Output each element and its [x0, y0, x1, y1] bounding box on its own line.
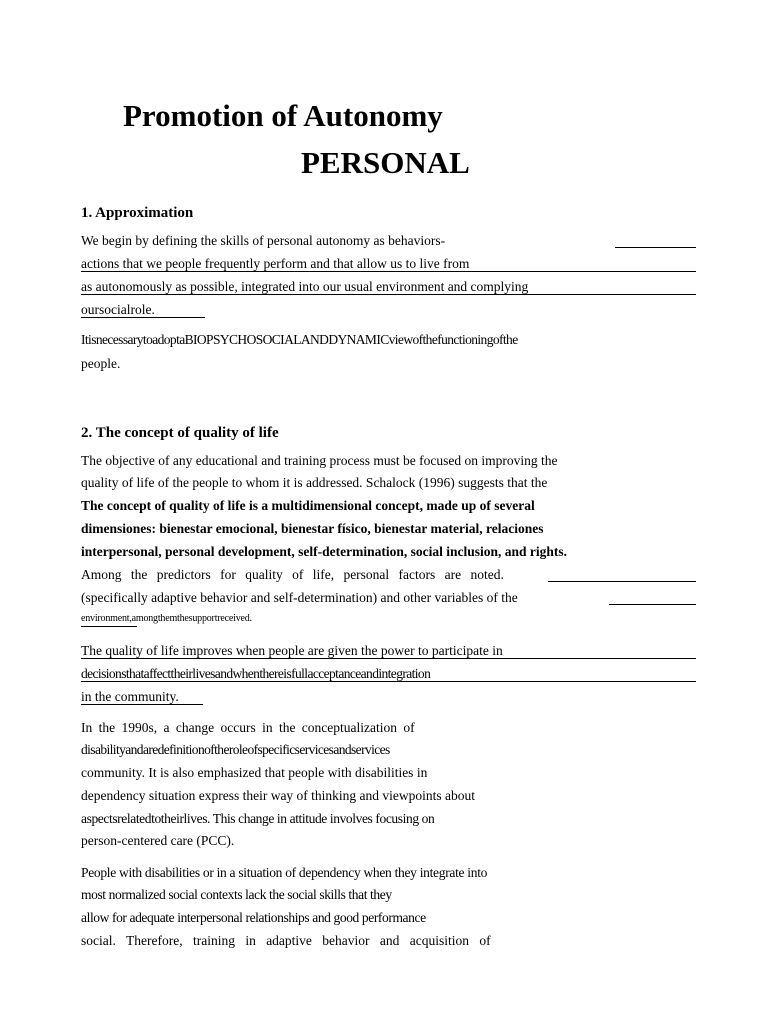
- paragraph-line: allow for adequate interpersonal relationships and good performance: [81, 910, 426, 925]
- paragraph-line: We begin by defining the skills of personal autonomy as behaviors-: [81, 233, 446, 248]
- paragraph-line: aspectsrelatedtotheirlives. This change in attitude involves focusing on: [81, 811, 435, 826]
- paragraph-line: (specifically adaptive behavior and self-determination) and other variables of the: [81, 590, 518, 605]
- section-heading-approximation: 1. Approximation: [81, 205, 194, 221]
- underline-rule: [548, 581, 696, 582]
- underline-rule: [81, 271, 696, 272]
- paragraph-line: disabilityandaredefinitionoftheroleofspecificservicesandservices: [81, 742, 390, 757]
- paragraph-line: Among the predictors for quality of life, personal factors are noted.: [81, 567, 504, 582]
- paragraph-line: actions that we people frequently perform and that allow us to live from: [81, 256, 470, 271]
- paragraph-line: ItisnecessarytoadoptaBIOPSYCHOSOCIALANDDYNAMICviewofthefunctioningofthe: [81, 332, 518, 347]
- section-heading-quality-of-life: 2. The concept of quality of life: [81, 425, 279, 441]
- paragraph-line: The objective of any educational and training process must be focused on improving the: [81, 453, 558, 468]
- underline-rule: [81, 704, 203, 705]
- bold-paragraph-line: interpersonal, personal development, self-determination, social inclusion, and rights.: [81, 544, 567, 559]
- paragraph-line: people.: [81, 356, 121, 371]
- paragraph-line: decisionsthataffecttheirlivesandwhenthereisfullacceptanceandintegration: [81, 666, 431, 681]
- paragraph-line: most normalized social contexts lack the social skills that they: [81, 887, 392, 902]
- paragraph-line: dependency situation express their way of thinking and viewpoints about: [81, 788, 476, 803]
- paragraph-line: community. It is also emphasized that people with disabilities in: [81, 765, 428, 780]
- paragraph-line: person-centered care (PCC).: [81, 833, 235, 848]
- bold-paragraph-line: The concept of quality of life is a multidimensional concept, made up of several: [81, 498, 535, 513]
- paragraph-line: quality of life of the people to whom it is addressed. Schalock (1996) suggests that the: [81, 475, 548, 490]
- underline-rule: [81, 658, 696, 659]
- underline-rule: [81, 626, 137, 627]
- paragraph-line: as autonomously as possible, integrated into our usual environment and complying: [81, 279, 529, 294]
- paragraph-line: oursocialrole.: [81, 302, 155, 317]
- paragraph-line: in the community.: [81, 689, 179, 704]
- document-title: Promotion of Autonomy: [123, 98, 443, 133]
- underline-rule: [609, 604, 696, 605]
- underline-rule: [81, 317, 205, 318]
- paragraph-line: social. Therefore, training in adaptive behavior and acquisition of: [81, 933, 491, 948]
- underline-rule: [615, 247, 696, 248]
- underline-rule: [81, 681, 696, 682]
- paragraph-line: environment,amongthemthesupportreceived.: [81, 613, 252, 624]
- underline-rule: [81, 294, 696, 295]
- paragraph-line: People with disabilities or in a situation of dependency when they integrate into: [81, 865, 488, 880]
- document-subtitle: PERSONAL: [301, 145, 470, 180]
- paragraph-line: In the 1990s, a change occurs in the conceptualization of: [81, 720, 415, 735]
- bold-paragraph-line: dimensiones: bienestar emocional, bienestar físico, bienestar material, relaciones: [81, 521, 544, 536]
- paragraph-line: The quality of life improves when people are given the power to participate in: [81, 643, 503, 658]
